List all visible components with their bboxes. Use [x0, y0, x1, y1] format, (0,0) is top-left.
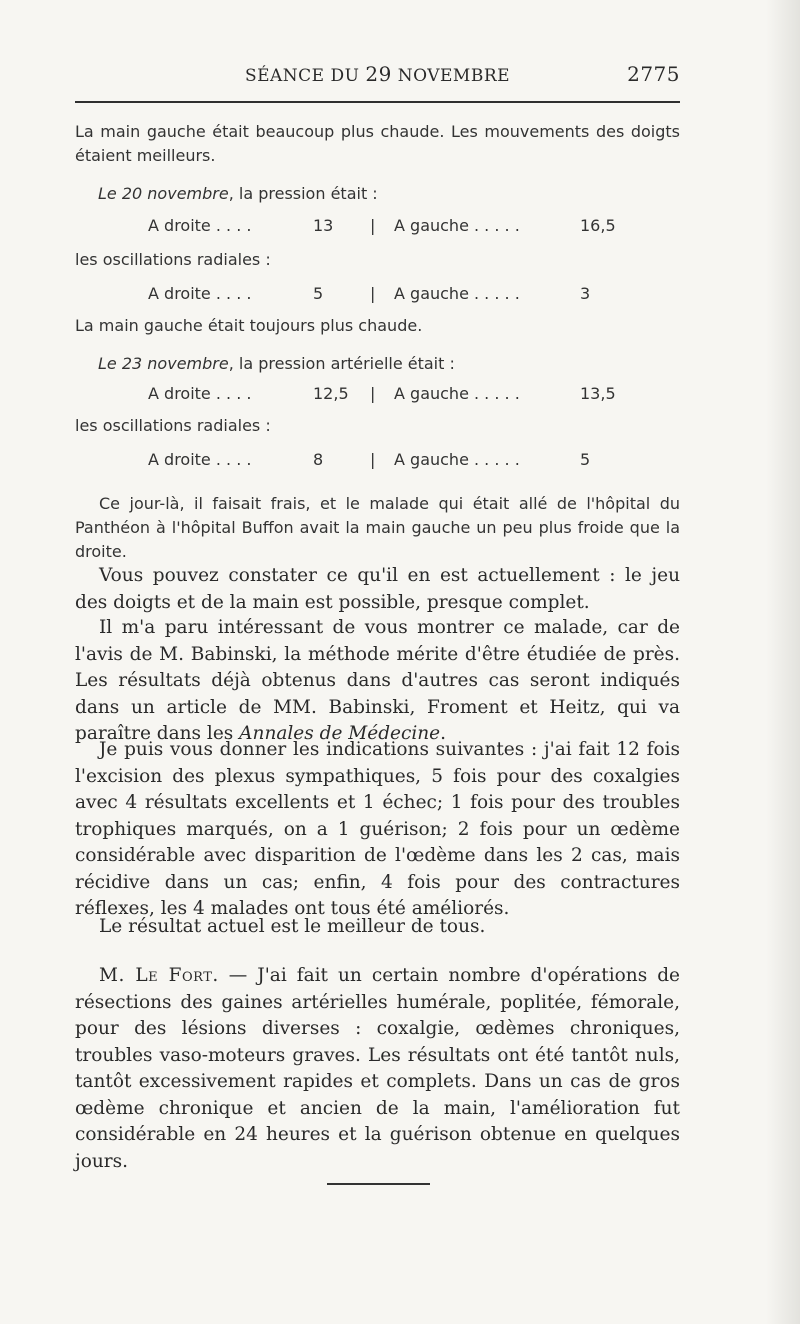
column-separator: | — [370, 450, 376, 469]
header-title-after: NOVEMBRE — [391, 66, 511, 86]
journal-title: Annales de Médecine — [239, 723, 441, 744]
paragraph-5 — [75, 963, 680, 1175]
block1-oscillations-row — [148, 284, 628, 308]
pression-droite-value: 12,5 — [313, 384, 349, 403]
closing-rule — [327, 1183, 430, 1185]
osc-gauche-label: A gauche . . . . . — [394, 450, 520, 469]
block2-oscillations-row — [148, 450, 628, 474]
page-number: 2775 — [627, 62, 680, 86]
block2-heading — [98, 354, 703, 373]
intro-paragraph: La main gauche était beaucoup plus chaude. Les mouvements des doigts étaient meilleurs. — [75, 122, 680, 165]
paragraph-2-text: Il m'a paru intéressant de vous montrer ce malade, car de l'avis de M. Babinski, la méthode mérite d'être étudiée de près. Les résultats déjà obtenus dans d'autres cas seront indiqués dans un article de MM. Babinski, Froment et Heitz, qui va paraître dans les — [75, 617, 680, 744]
block1-note: La main gauche était toujours plus chaude. — [75, 316, 423, 335]
pression-gauche-label: A gauche . . . . . — [394, 216, 520, 235]
block1-lead: , la pression était : — [228, 184, 378, 203]
osc-gauche-label: A gauche . . . . . — [394, 284, 520, 303]
running-header — [75, 62, 680, 92]
small-paragraph: Ce jour-là, il faisait frais, et le malade qui était allé de l'hôpital du Panthéon à l'hôpital Buffon avait la main gauche un peu plus froide que la droite. — [75, 494, 680, 561]
paragraph-3: Je puis vous donner les indications suivantes : j'ai fait 12 fois l'excision des plexus sympathiques, 5 fois pour des coxalgies avec 4 résultats excellents et 1 échec; 1 fois pour des troubles trophiques marqués, on a 1 guérison; 2 fois pour un œdème considérable avec disparition de l'œdème dans les 2 cas, mais récidive dans un cas; enfin, 4 fois pour des contractures réflexes, les 4 malades ont tous été améliorés. — [75, 739, 680, 919]
header-rule — [75, 101, 680, 103]
column-separator: | — [370, 216, 376, 235]
paragraph-2 — [75, 615, 680, 748]
block2-pression-row — [148, 384, 628, 408]
block1-pression-row — [148, 216, 628, 240]
osc-droite-value: 5 — [313, 284, 324, 303]
speaker-name: M. Le Fort. — [99, 965, 219, 986]
pression-droite-label: A droite . . . . — [148, 384, 252, 403]
pression-gauche-value: 13,5 — [580, 384, 616, 403]
block2-osc-label: les oscillations radiales : — [75, 416, 271, 435]
header-title-number: 29 — [365, 62, 392, 86]
block1-heading — [98, 184, 703, 203]
block2-date: Le 23 novembre — [98, 354, 229, 373]
pression-droite-label: A droite . . . . — [148, 216, 252, 235]
paragraph-2-end: . — [440, 723, 447, 744]
osc-droite-label: A droite . . . . — [148, 450, 252, 469]
pression-gauche-label: A gauche . . . . . — [394, 384, 520, 403]
header-title-before: SÉANCE DU — [244, 66, 366, 86]
column-separator: | — [370, 384, 376, 403]
block2-lead: , la pression artérielle était : — [228, 354, 455, 373]
paragraph-4: Le résultat actuel est le meilleur de tous. — [99, 916, 486, 937]
column-separator: | — [370, 284, 376, 303]
osc-gauche-value: 3 — [580, 284, 591, 303]
paragraph-5-text: — J'ai fait un certain nombre d'opérations de résections des gaines artérielles humérale, poplitée, fémorale, pour des lésions diverses : coxalgie, œdèmes chroniques, troubles vaso-moteurs graves. Les résultats ont été tantôt nuls, tantôt excessivement rapides et complets. Dans un cas de gros œdème chronique et ancien de la main, l'amélioration fut considérable en 24 heures et la guérison obtenue en quelques jours. — [75, 965, 680, 1172]
osc-gauche-value: 5 — [580, 450, 591, 469]
block1-date: Le 20 novembre — [98, 184, 229, 203]
page-edge-shadow — [766, 0, 800, 1324]
pression-droite-value: 13 — [313, 216, 334, 235]
pression-gauche-value: 16,5 — [580, 216, 616, 235]
osc-droite-value: 8 — [313, 450, 324, 469]
paragraph-1: Vous pouvez constater ce qu'il en est actuellement : le jeu des doigts et de la main est possible, presque complet. — [75, 565, 680, 613]
header-title — [75, 62, 680, 86]
osc-droite-label: A droite . . . . — [148, 284, 252, 303]
block1-osc-label: les oscillations radiales : — [75, 250, 271, 269]
